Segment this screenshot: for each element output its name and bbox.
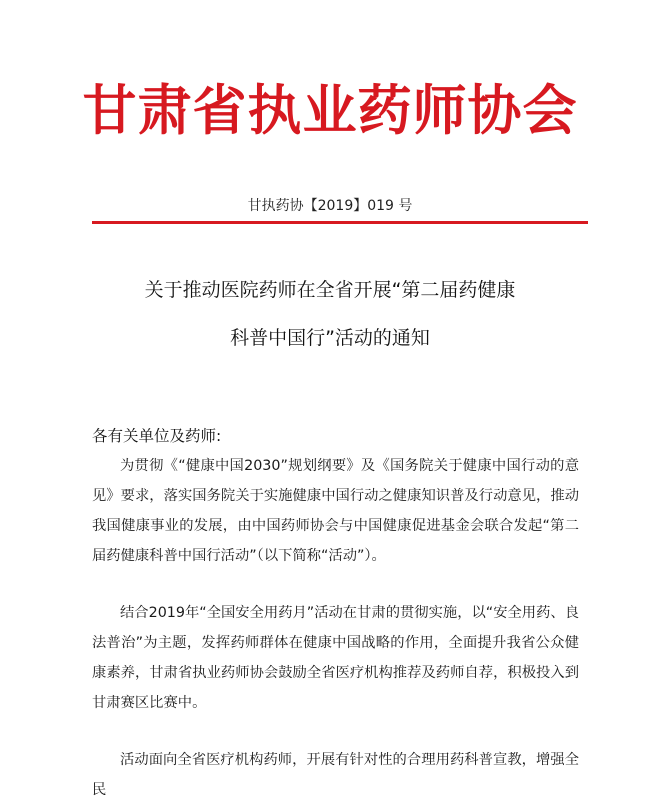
body-paragraph-2: 结合2019年“全国安全用药月”活动在甘肃的贯彻实施，以“安全用药、良法普治”为主题，发挥药师群体在健康中国战略的作用，全面提升我省公众健康素养，甘肃省执业药师协会鼓励全省医疗机构推荐及药师自荐，积极投入到甘肃赛区比赛中。 [92, 605, 579, 711]
body-paragraph-3: 活动面向全省医疗机构药师，开展有针对性的合理用药科普宣教，增强全民 [92, 752, 579, 798]
notice-title-line-1: 关于推动医院药师在全省开展“第二届药健康 [144, 279, 516, 301]
document-number: 甘执药协【2019】019 号 [247, 198, 413, 214]
org-masthead: 甘肃省执业药师协会 [82, 78, 578, 142]
red-divider [92, 221, 588, 224]
salutation: 各有关单位及药师: [92, 427, 222, 445]
body-paragraph-1: 为贯彻《“健康中国2030”规划纲要》及《国务院关于健康中国行动的意见》要求，落实国务院关于实施健康中国行动之健康知识普及行动意见，推动我国健康事业的发展，由中国药师协会与中国健康促进基金会联合发起“第二届药健康科普中国行活动”（以下简称“活动”）。 [92, 458, 579, 564]
notice-title-line-2: 科普中国行”活动的通知 [230, 327, 430, 349]
